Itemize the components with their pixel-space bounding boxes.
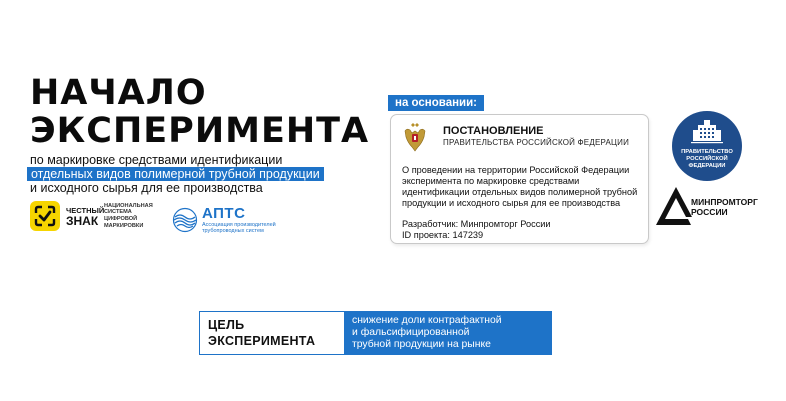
decree-developer-name: Разработчик: Минпромторг России bbox=[402, 219, 551, 229]
basis-label: на основании: bbox=[388, 95, 484, 111]
chestny-znak-description: НАЦИОНАЛЬНАЯ СИСТЕМА ЦИФРОВОЙ МАРКИРОВКИ bbox=[104, 202, 153, 229]
government-building-icon bbox=[691, 120, 723, 146]
subtitle-line-3: и исходного сырья для ее производства bbox=[30, 181, 263, 195]
decree-title: ПОСТАНОВЛЕНИЕ bbox=[443, 125, 544, 137]
apts-name: АПТС bbox=[202, 205, 246, 222]
decree-card bbox=[390, 114, 649, 244]
subtitle bbox=[30, 153, 324, 195]
title-line-2: ЭКСПЕРИМЕНТА bbox=[30, 111, 370, 151]
subtitle-line-1: по маркировке средствами идентификации bbox=[30, 153, 283, 167]
wave-circle-icon bbox=[172, 207, 198, 233]
subtitle-highlight: отдельных видов полимерной трубной продукции bbox=[27, 167, 324, 181]
decree-project-id: ID проекта: 147239 bbox=[402, 230, 484, 240]
goal-text: снижение доли контрафактной и фальсифицированной трубной продукции на рынке bbox=[344, 312, 551, 354]
apts-logo bbox=[172, 205, 276, 234]
decree-subtitle: ПРАВИТЕЛЬСТВА РОССИЙСКОЙ ФЕДЕРАЦИИ bbox=[443, 138, 630, 147]
government-badge bbox=[672, 111, 742, 181]
title-line-1: НАЧАЛО bbox=[30, 73, 207, 113]
chestny-znak-logo bbox=[30, 201, 166, 231]
goal-label: ЦЕЛЬ ЭКСПЕРИМЕНТА bbox=[200, 312, 344, 354]
chestny-znak-name: ЧЕСТНЫЙ ЗНАК bbox=[66, 205, 105, 228]
apts-description: Ассоциация производителей трубопроводных систем bbox=[202, 222, 276, 234]
decree-body: О проведении на территории Российской Федерации эксперимента по маркировке средствами идентификации отдельных видов полимерной трубной продукции и исходного сырья для ее производства bbox=[402, 165, 638, 208]
checkmark-badge-icon bbox=[30, 201, 60, 231]
goal-box bbox=[199, 311, 552, 355]
minpromtorg-name: МИНПРОМТОРГ РОССИИ bbox=[691, 197, 758, 217]
decree-developer bbox=[402, 219, 551, 241]
coat-of-arms-icon bbox=[402, 121, 428, 155]
government-text: ПРАВИТЕЛЬСТВО РОССИЙСКОЙ ФЕДЕРАЦИИ bbox=[681, 149, 733, 169]
